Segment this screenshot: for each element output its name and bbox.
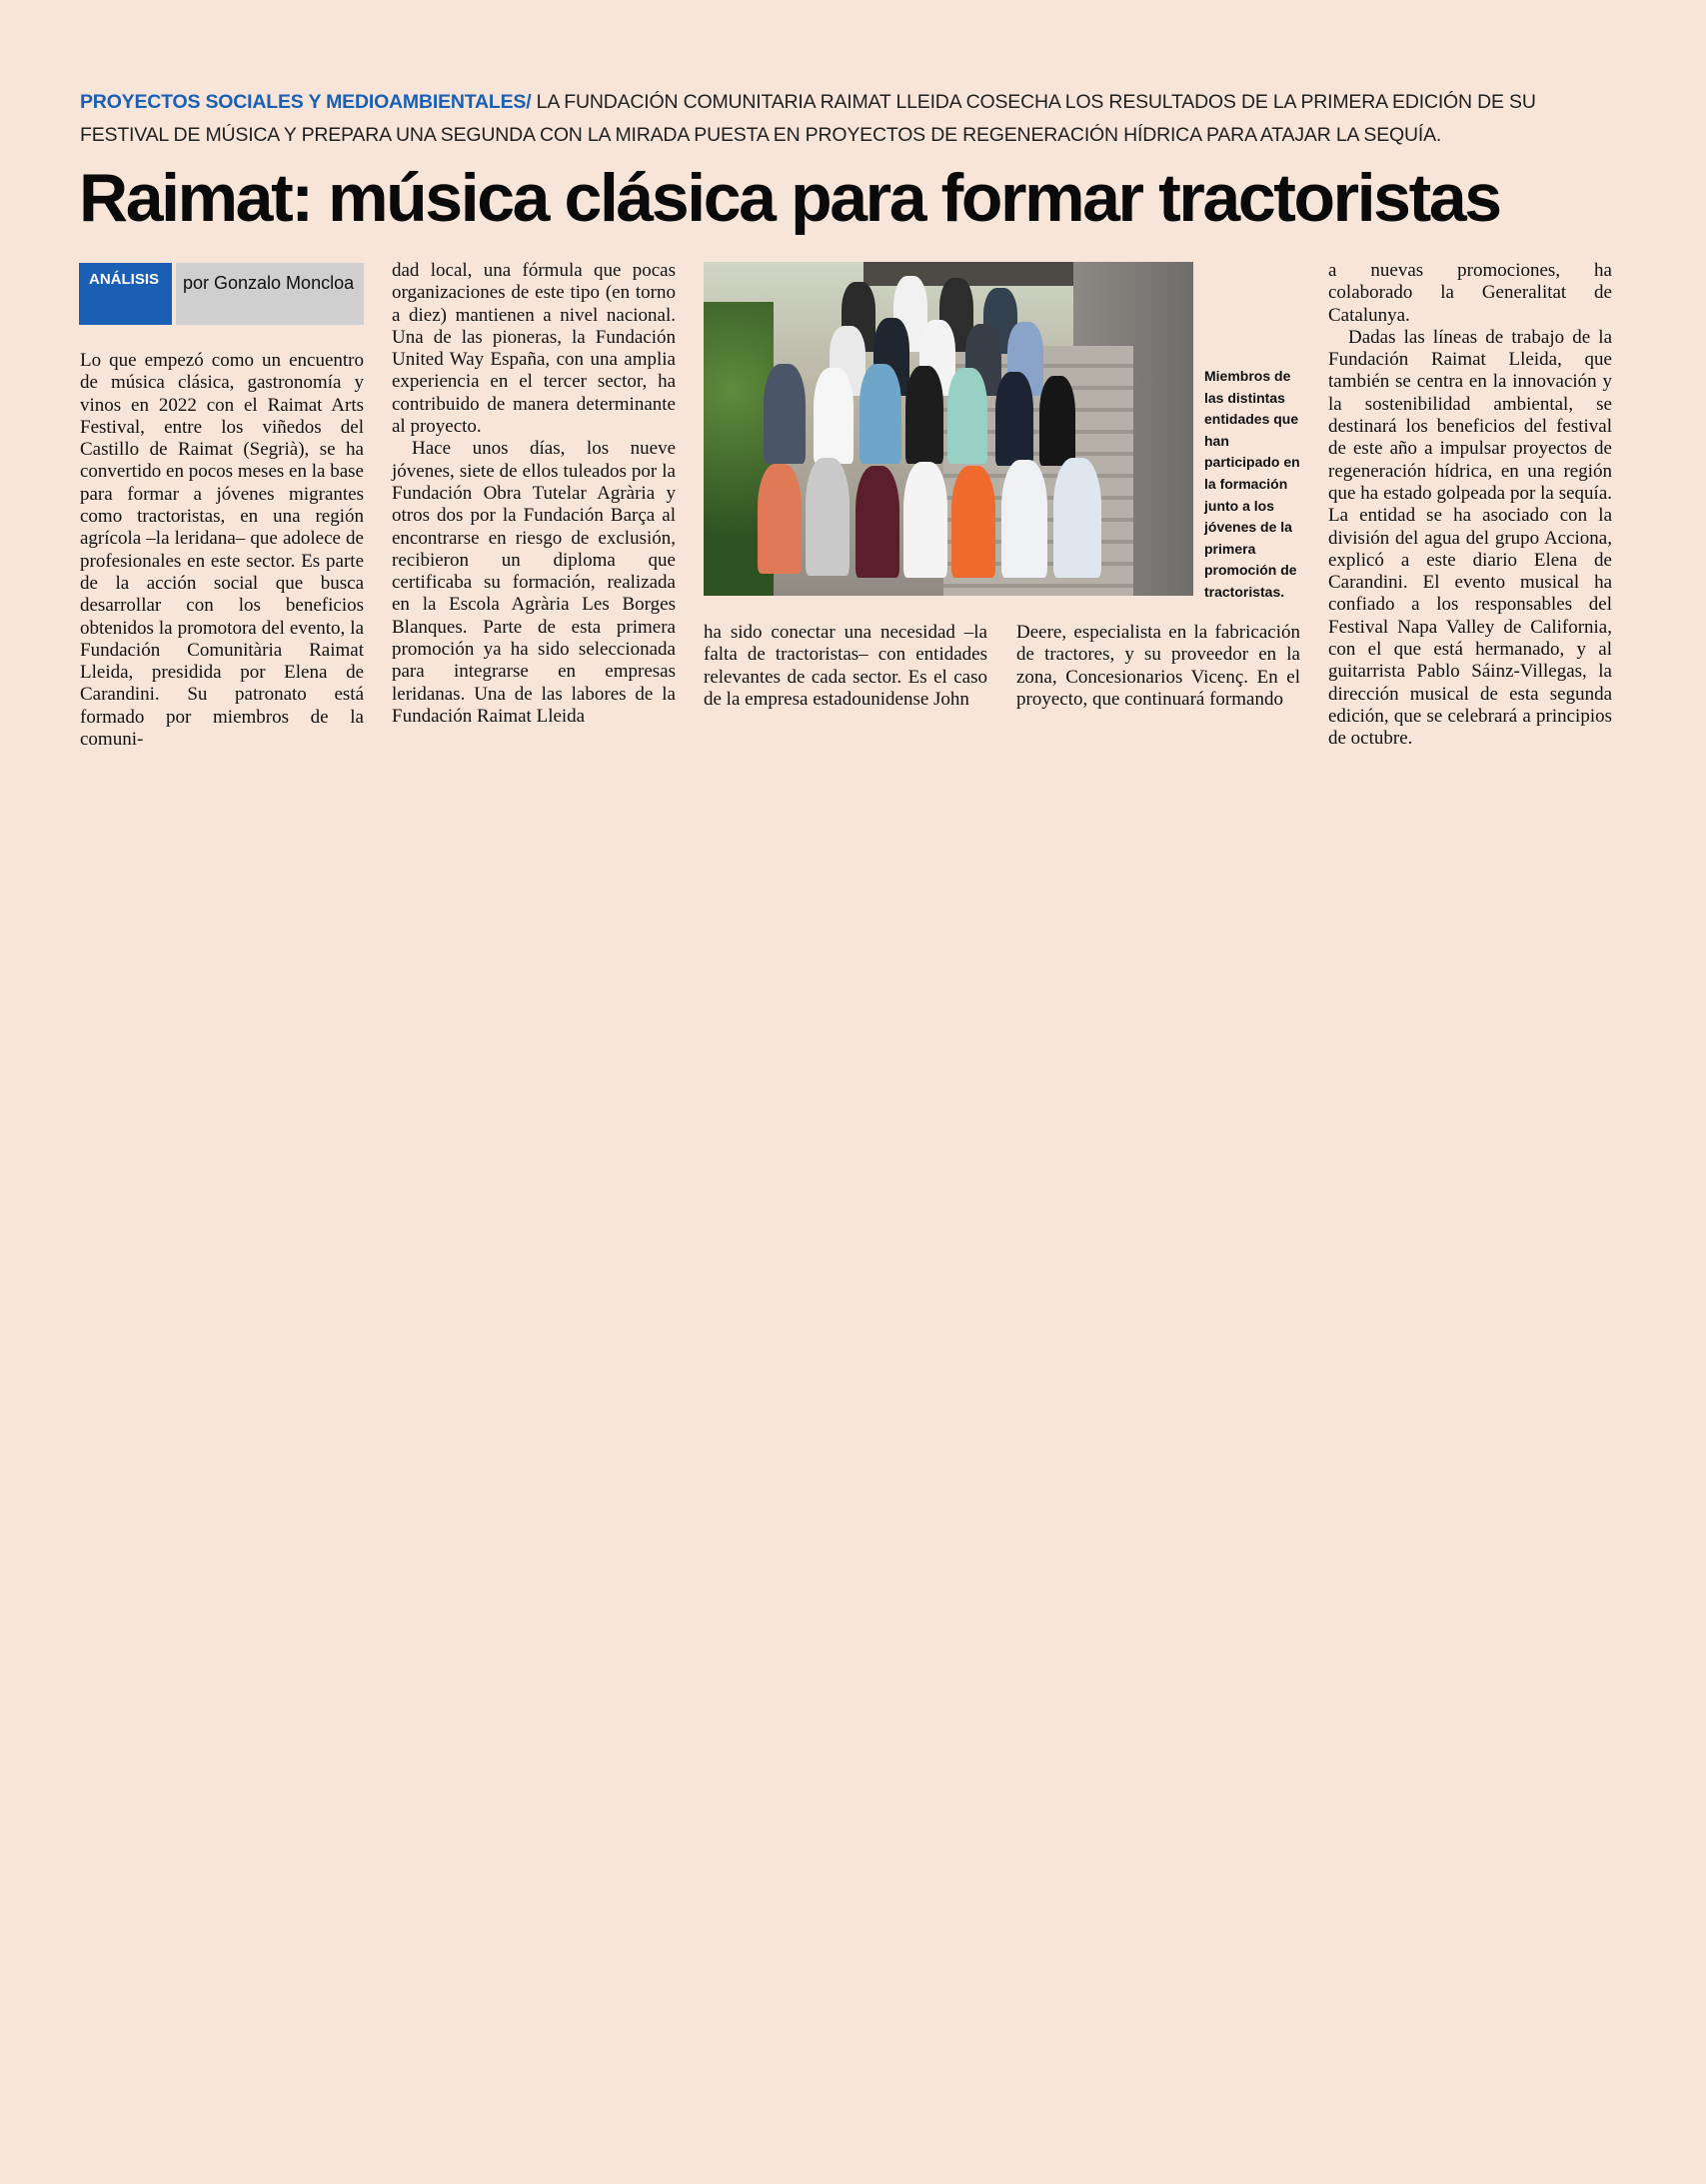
paragraph: Lo que empezó como un encuentro de música clásica, gastronomía y vinos en 2022 con el Raimat Arts Festival, entre los viñedos del Castillo de Raimat (Segrià), se ha convertido en pocos meses en la base para formar a jóvenes migrantes como tractoristas, en una región agrícola –la leridana– que adolece de profesionales en este sector. Es parte de la acción social que busca desarrollar con los beneficios obtenidos la promotora del evento, la Fundación Comunitària Raimat Lleida, presidida por Elena de Carandini. Su patronato está formado por miembros de la comuni- xyxy=(80,350,364,751)
person-figure xyxy=(814,368,853,464)
paragraph: Hace unos días, los nueve jóvenes, siete de ellos tuleados por la Fundación Obra Tutelar Agrària y otros dos por la Fundación Barça al encontrarse en riesgo de exclusión, recibieron un diploma que certificaba su formación, realizada en la Escola Agrària Les Borges Blanques. Parte de esta primera promoción ya ha sido seleccionada para integrarse en empresas leridanas. Una de las labores de la Fundación Raimat Lleida xyxy=(392,438,676,727)
photo-caption: Miembros de las distintas entidades que han participado en la formación junto a los jóvenes de la primera promoción de tractoristas. xyxy=(1204,368,1300,600)
person-figure xyxy=(758,464,802,574)
article-column-2 xyxy=(392,260,676,728)
article-column-1 xyxy=(80,350,364,751)
paragraph: a nuevas promociones, ha colaborado la Generalitat de Catalunya. xyxy=(1328,260,1612,326)
person-figure xyxy=(947,368,987,464)
byline-box xyxy=(79,263,364,325)
paragraph: ha sido conectar una necesidad –la falta de tractoristas– con entidades relevantes de cada sector. Es el caso de la empresa estadounidense John xyxy=(704,622,987,710)
person-figure xyxy=(995,372,1033,466)
headline: Raimat: música clásica para formar tractoristas xyxy=(79,160,1500,236)
paragraph: Dadas las líneas de trabajo de la Fundación Raimat Lleida, que también se centra en la innovación y la sostenibilidad ambiental, se destinará los beneficios del festival de este año a impulsar proyectos de regeneración hídrica, en una región que ha estado golpeada por la sequía. La entidad se ha asociado con la división del agua del grupo Acciona, explicó a este diario Elena de Carandini. El evento musical ha confiado a los responsables del Festival Napa Valley de California, con el que está hermanado, y al guitarrista Pablo Sáinz-Villegas, la dirección musical de esta segunda edición, que se celebrará a principios de octubre. xyxy=(1328,326,1612,750)
article-column-4 xyxy=(1016,622,1300,711)
person-figure xyxy=(951,466,995,578)
author-byline: por Gonzalo Moncloa xyxy=(176,263,364,325)
person-figure xyxy=(859,364,901,464)
person-figure xyxy=(905,366,943,464)
person-figure xyxy=(1001,460,1047,578)
person-figure xyxy=(806,458,850,576)
analysis-badge: ANÁLISIS xyxy=(79,263,172,325)
person-figure xyxy=(1053,458,1101,578)
article-column-5 xyxy=(1328,260,1612,751)
person-figure xyxy=(855,466,899,578)
kicker xyxy=(80,86,1619,152)
person-figure xyxy=(1039,376,1075,466)
kicker-text: LA FUNDACIÓN COMUNITARIA RAIMAT LLEIDA COSECHA LOS RESULTADOS DE LA PRIMERA EDICIÓN DE SU FESTIVAL DE MÚSICA Y PREPARA UNA SEGUNDA CON LA MIRADA PUESTA EN PROYECTOS DE REGENERACIÓN HÍDRICA PARA ATAJAR LA SEQUÍA. xyxy=(80,91,1536,146)
paragraph: dad local, una fórmula que pocas organizaciones de este tipo (en torno a diez) mantienen a nivel nacional. Una de las pioneras, la Fundación United Way España, con una amplia experiencia en el tercer sector, ha contribuido de manera determinante al proyecto. xyxy=(392,260,676,438)
person-figure xyxy=(764,364,806,464)
paragraph: Deere, especialista en la fabricación de tractores, y su proveedor en la zona, Concesionarios Vicenç. En el proyecto, que continuará formando xyxy=(1016,622,1300,710)
article-column-3 xyxy=(704,622,987,711)
group-photo xyxy=(704,262,1193,596)
section-label: PROYECTOS SOCIALES Y MEDIOAMBIENTALES/ xyxy=(80,91,532,113)
photo-people xyxy=(744,268,1103,596)
person-figure xyxy=(903,462,947,578)
